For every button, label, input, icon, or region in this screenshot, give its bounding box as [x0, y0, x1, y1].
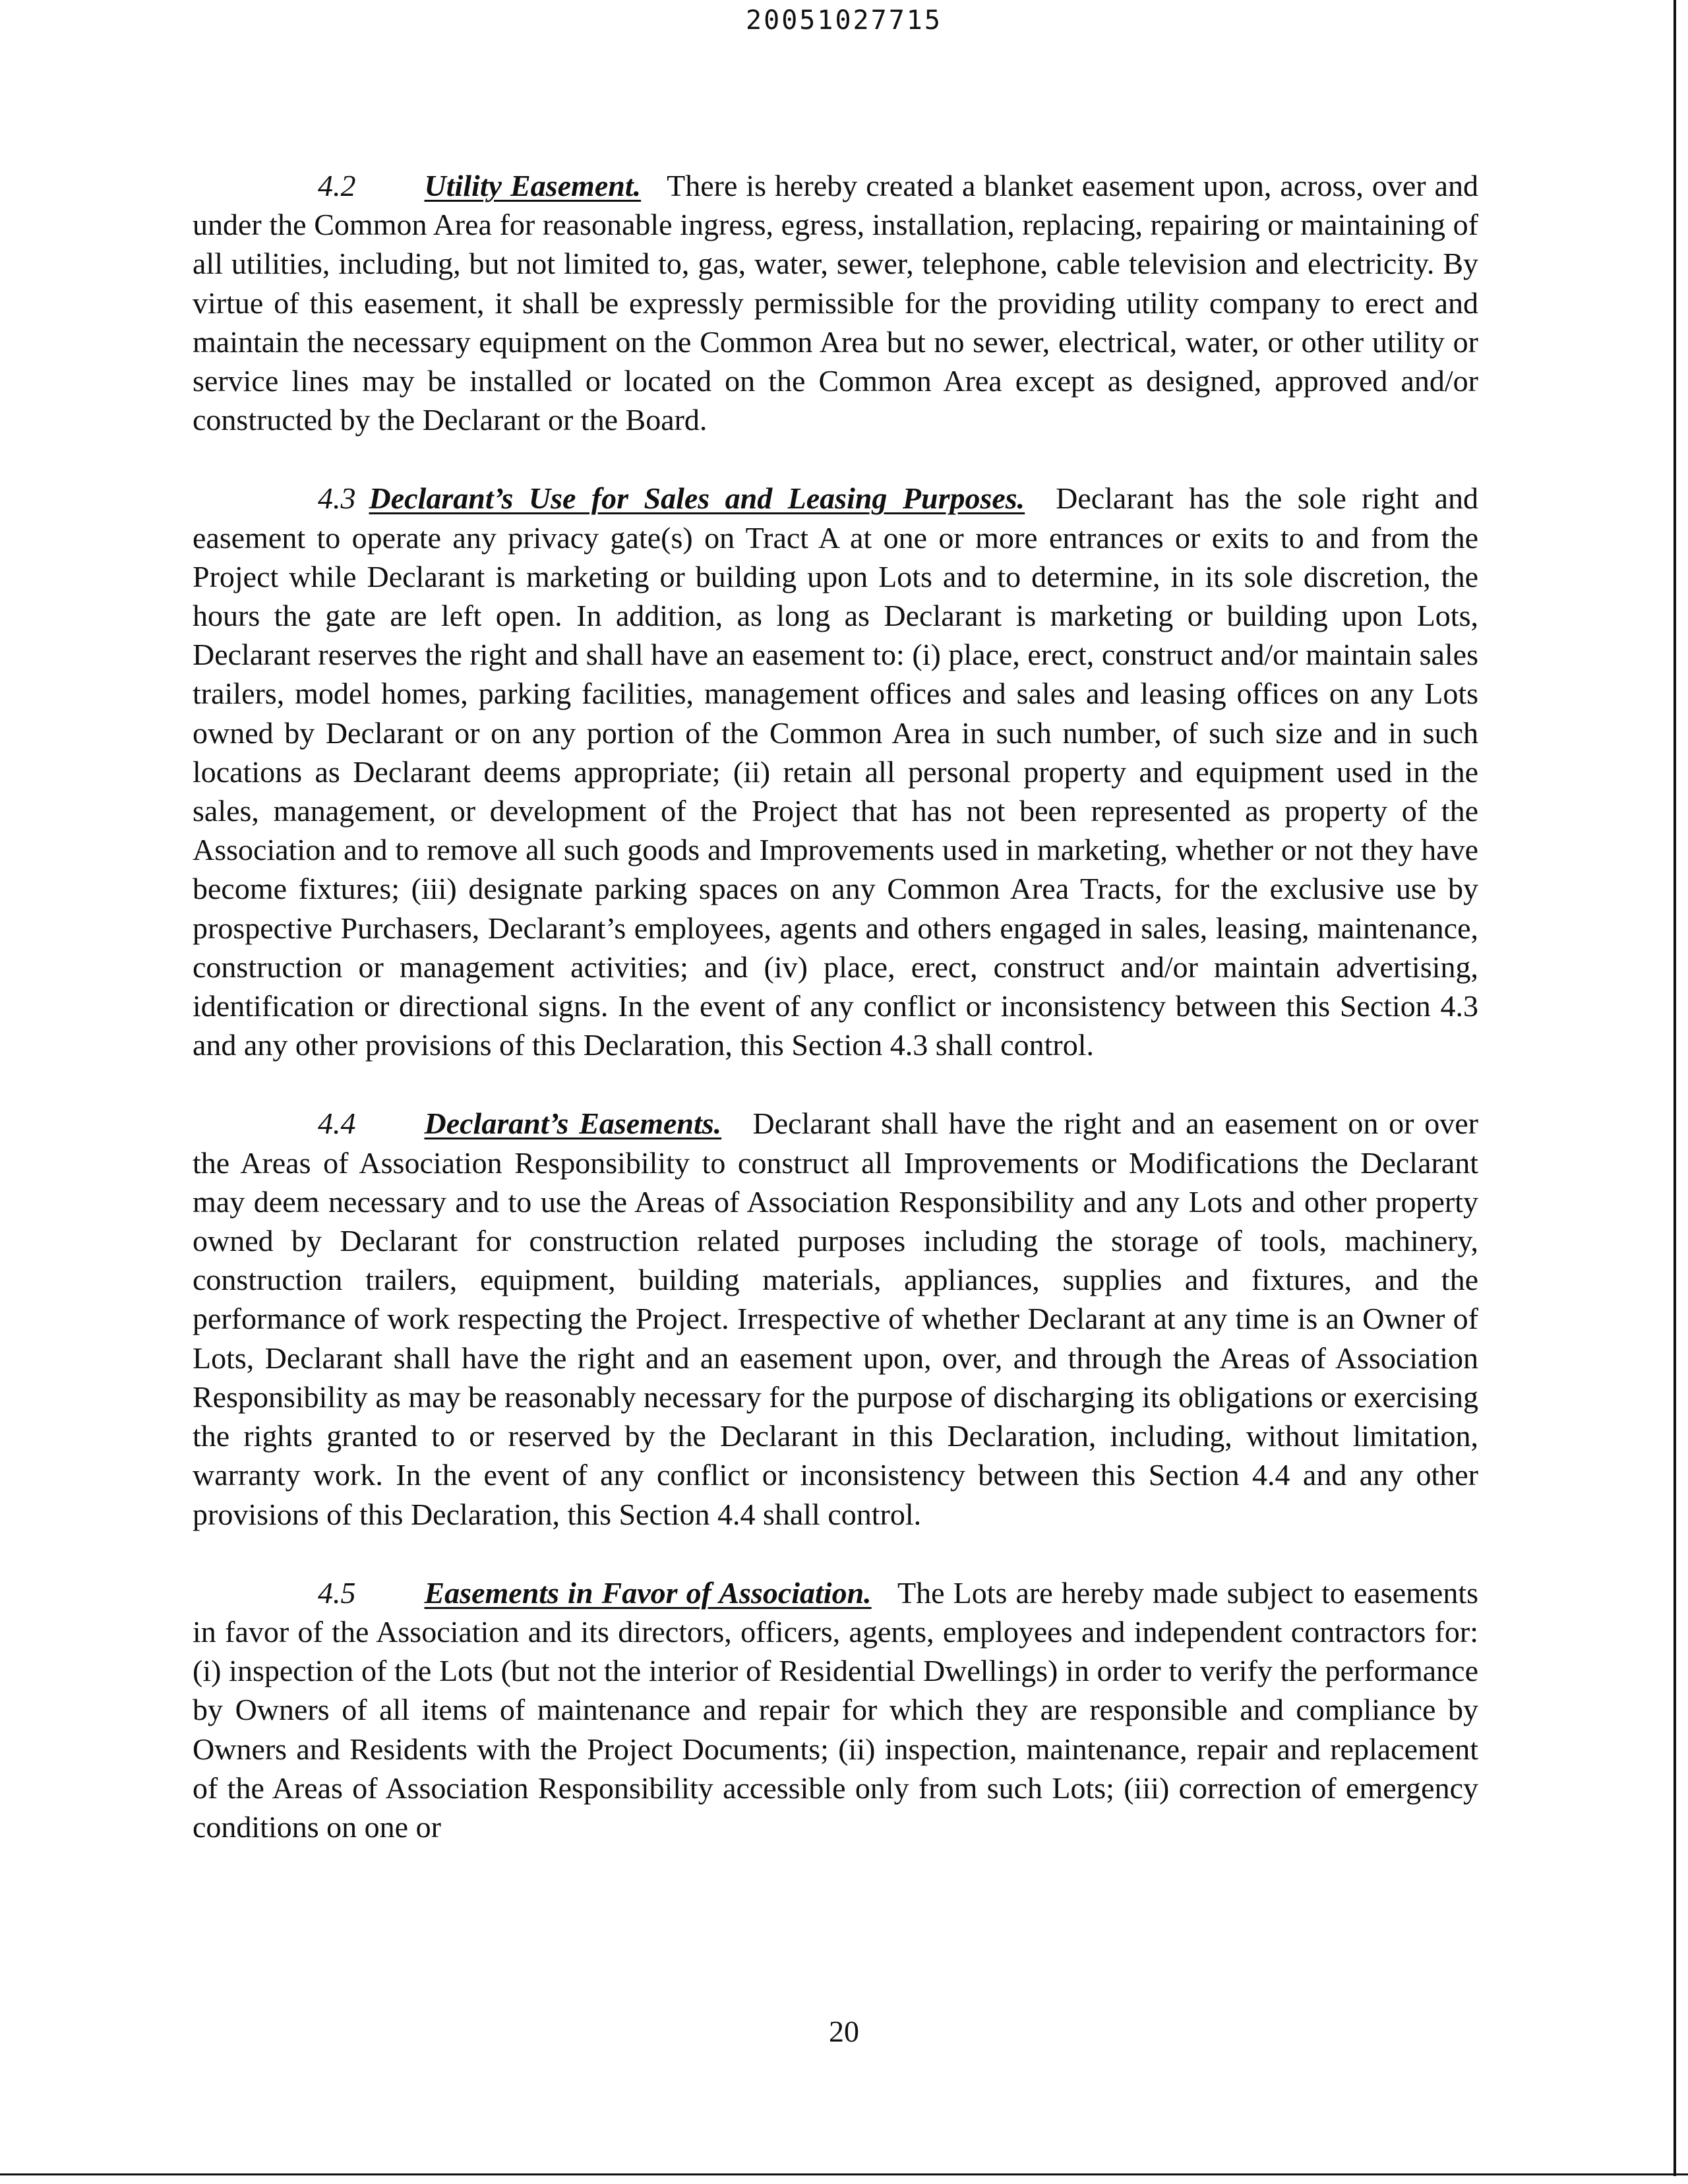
scan-edge-bottom — [0, 2173, 1688, 2175]
section-4-2 — [193, 166, 1478, 439]
section-text: There is hereby created a blanket easement upon, across, over and under the Common Area for reasonable ingress, egress, installation, replacing, repairing or maintaining of all utilities, including, but not limited to, gas, water, sewer, telephone, cable television and electricity. By virtue of this easement, it shall be expressly permissible for the providing utility company to erect and maintain the necessary equipment on the Common Area but no sewer, electrical, water, or other utility or service lines may be installed or located on the Common Area except as designed, approved and/or constructed by the Declarant or the Board. — [193, 169, 1478, 437]
scan-edge-right — [1673, 0, 1676, 2176]
document-body — [193, 166, 1478, 1886]
section-title: Declarant’s Easements. — [424, 1107, 722, 1141]
section-4-3 — [193, 479, 1478, 1064]
section-text: The Lots are hereby made subject to easements in favor of the Association and its directors, officers, agents, employees and independent contractors for: (i) inspection of the Lots (but not the interior of Residential Dwellings) in order to verify the performance by Owners of all items of maintenance and repair for which they are responsible and compliance by Owners and Residents with the Project Documents; (ii) inspection, maintenance, repair and replacement of the Areas of Association Responsibility accessible only from such Lots; (iii) correction of emergency conditions on one or — [193, 1575, 1479, 1844]
page-number: 20 — [829, 2015, 859, 2048]
section-number: 4.2 — [318, 169, 356, 202]
recording-number: 20051027715 — [746, 5, 942, 36]
section-title: Declarant’s Use for Sales and Leasing Purposes. — [369, 481, 1025, 516]
section-title: Utility Easement. — [424, 169, 642, 202]
section-number: 4.5 — [318, 1575, 356, 1610]
section-text: Declarant shall have the right and an easement on or over the Areas of Association Responsibility to construct all Improvements or Modifications the Declarant may deem necessary and to use the Areas of Association Responsibility and any Lots and other property owned by Declarant for construction related purposes including the storage of tools, machinery, construction trailers, equipment, building materials, appliances, supplies and fixtures, and the performance of work respecting the Project. Irrespective of whether Declarant at any time is an Owner of Lots, Declarant shall have the right and an easement upon, over, and through the Areas of Association Responsibility as may be reasonably necessary for the purpose of discharging its obligations or exercising the rights granted to or reserved by the Declarant in this Declaration, including, without limitation, warranty work. In the event of any conflict or inconsistency between this Section 4.4 and any other provisions of this Declaration, this Section 4.4 shall control. — [193, 1107, 1478, 1531]
section-4-5 — [193, 1573, 1478, 1846]
section-title: Easements in Favor of Association. — [424, 1575, 872, 1610]
section-number: 4.4 — [318, 1107, 356, 1141]
section-4-4 — [193, 1104, 1478, 1533]
section-text: Declarant has the sole right and easement to operate any privacy gate(s) on Tract A at one or more entrances or exits to and from the Project while Declarant is marketing or building upon Lots and to determine, in its sole discretion, the hours the gate are left open. In addition, as long as Declarant is marketing or building upon Lots, Declarant reserves the right and shall have an easement to: (i) place, erect, construct and/or maintain sales trailers, model homes, parking facilities, management offices and sales and leasing offices on any Lots owned by Declarant or on any portion of the Common Area in such number, of such size and in such locations as Declarant deems appropriate; (ii) retain all personal property and equipment used in the sales, management, or development of the Project that has not been represented as property of the Association and to remove all such goods and Improvements used in marketing, whether or not they have become fixtures; (iii) designate parking spaces on any Common Area Tracts, for the exclusive use by prospective Purchasers, Declarant’s employees, agents and others engaged in sales, leasing, maintenance, construction or management activities; and (iv) place, erect, construct and/or maintain advertising, identification or directional signs. In the event of any conflict or inconsistency between this Section 4.3 and any other provisions of this Declaration, this Section 4.3 shall control. — [193, 481, 1479, 1062]
section-number: 4.3 — [318, 481, 356, 516]
